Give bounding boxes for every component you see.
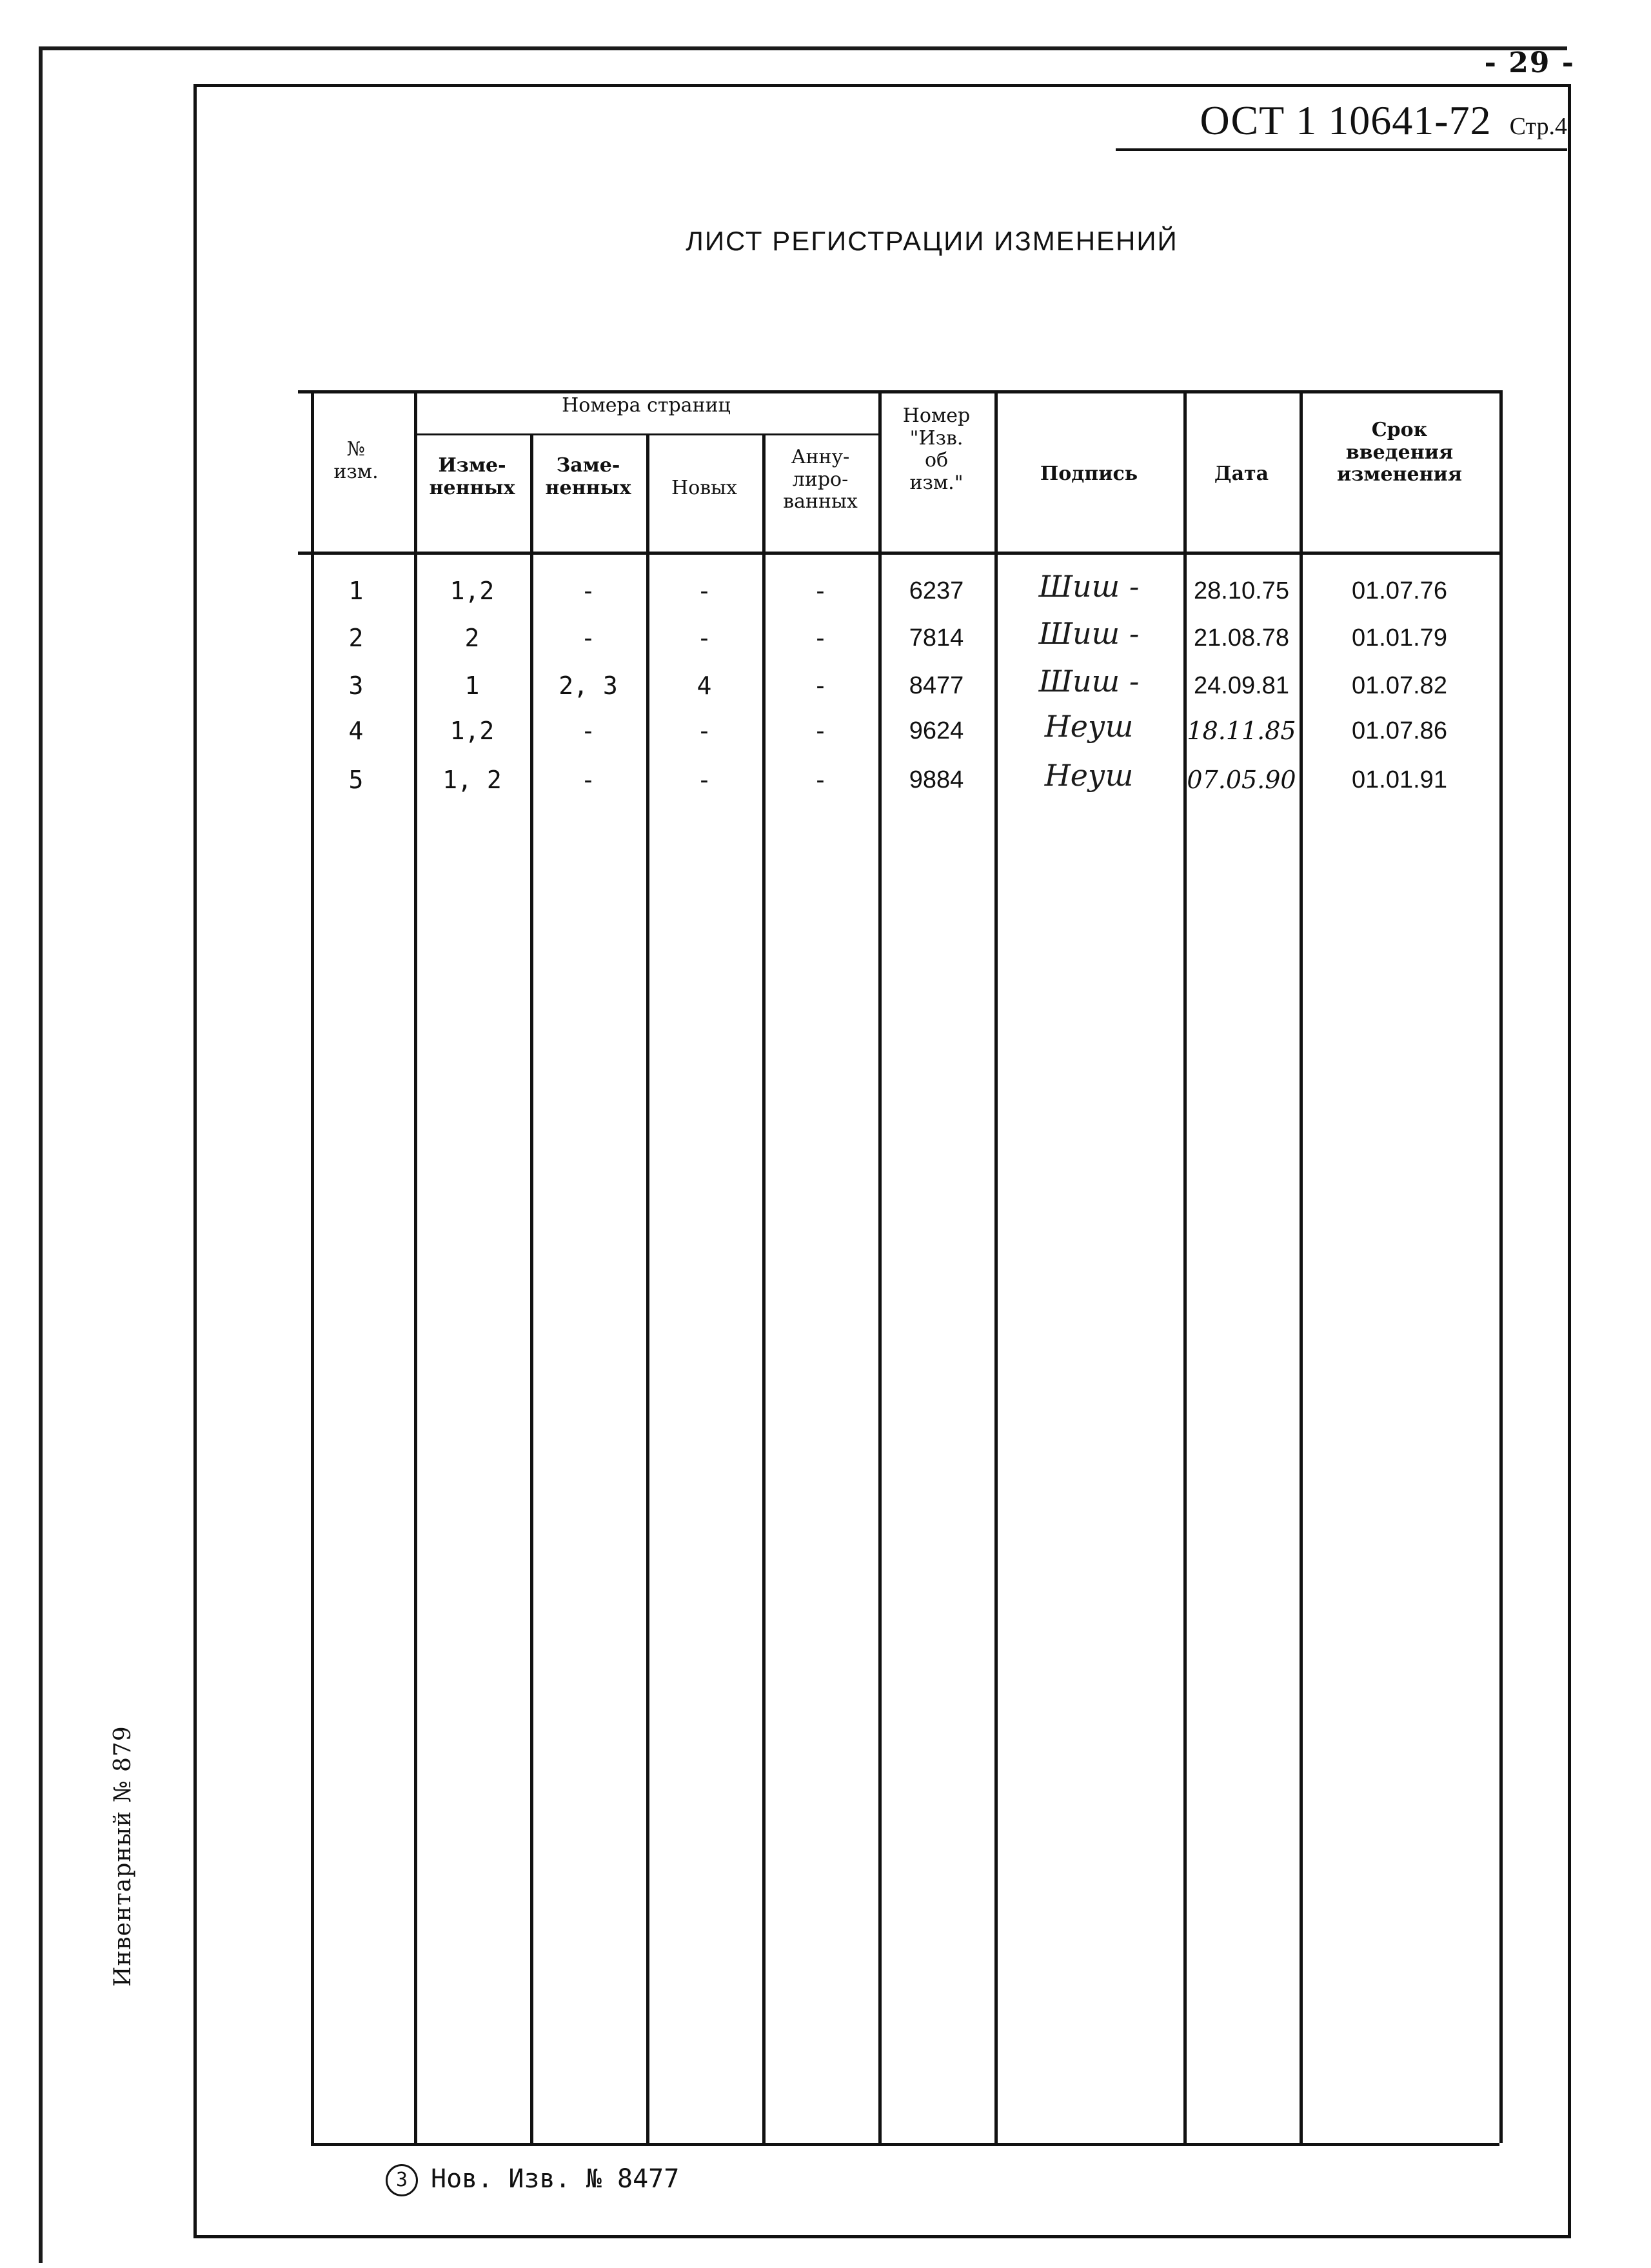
cell-notice-number: 7814 [909, 624, 964, 652]
footnote-text: Нов. Изв. № 8477 [431, 2164, 680, 2194]
scan-frame-left [39, 50, 43, 2263]
cell-changed-pages: 1,2 [450, 577, 495, 605]
header-date: Дата [1214, 463, 1269, 485]
footnote [386, 2164, 679, 2196]
cell-annulled-pages: - [813, 624, 828, 652]
cell-date: 21.08.78 [1194, 624, 1289, 652]
cell-annulled-pages: - [813, 717, 828, 745]
cell-change-number: 1 [348, 577, 364, 605]
cell-new-pages: - [697, 717, 712, 745]
cell-notice-number: 9624 [909, 717, 964, 744]
cell-deadline: 01.07.82 [1352, 672, 1447, 699]
cell-annulled-pages: - [813, 671, 828, 700]
cell-replaced-pages: - [580, 717, 596, 745]
inventory-number: Инвентарный № 879 [110, 1726, 136, 1987]
cell-annulled-pages: - [813, 766, 828, 794]
table-header-bottom-border [298, 552, 1503, 555]
cell-deadline: 01.01.91 [1352, 766, 1447, 793]
cell-annulled-pages: - [813, 577, 828, 605]
cell-new-pages: - [697, 766, 712, 794]
table-top-border [298, 390, 1503, 393]
col-divider-7 [1183, 390, 1187, 2143]
cell-replaced-pages: - [580, 577, 596, 605]
cell-change-number: 3 [348, 671, 364, 700]
cell-changed-pages: 1 [464, 671, 480, 700]
table-right-border-lower [1499, 552, 1503, 2143]
header-change-number: № изм. [333, 438, 379, 483]
cell-notice-number: 8477 [909, 672, 964, 699]
cell-replaced-pages: 2, 3 [559, 671, 618, 700]
cell-signature: Неуш [1044, 758, 1134, 793]
cell-deadline: 01.07.76 [1352, 577, 1447, 604]
col-divider-5 [878, 390, 882, 2143]
header-notice-number: Номер "Изв. об изм." [902, 404, 971, 494]
cell-signature: Шиш - [1038, 664, 1140, 699]
cell-deadline: 01.01.79 [1352, 624, 1447, 652]
cell-date: 28.10.75 [1194, 577, 1289, 604]
cell-deadline: 01.07.86 [1352, 717, 1447, 744]
sheet-title: ЛИСТ РЕГИСТРАЦИИ ИЗМЕНЕНИЙ [686, 226, 1178, 256]
document-code-block [1200, 97, 1567, 144]
header-signature: Подпись [1040, 463, 1138, 485]
document-code: ОСТ 1 10641-72 [1200, 97, 1492, 143]
cell-new-pages: 4 [697, 671, 712, 700]
document-code-underline [1116, 148, 1567, 151]
cell-change-number: 5 [348, 766, 364, 794]
header-deadline: Срок введения изменения [1337, 419, 1462, 486]
cell-notice-number: 9884 [909, 766, 964, 793]
cell-replaced-pages: - [580, 766, 596, 794]
cell-signature: Шиш - [1038, 569, 1140, 604]
footnote-circle-mark: 3 [386, 2164, 418, 2196]
cell-changed-pages: 1,2 [450, 717, 495, 745]
cell-new-pages: - [697, 624, 712, 652]
cell-date: 18.11.85 [1187, 717, 1296, 745]
scan-frame-top [39, 46, 1567, 50]
header-annulled-pages: Анну- лиро- ванных [783, 446, 858, 513]
col-divider-1 [414, 390, 417, 2143]
col-divider-8 [1300, 390, 1303, 2143]
header-new-pages: Новых [671, 477, 737, 499]
table-right-border [1499, 390, 1503, 555]
header-replaced-pages: Заме- ненных [545, 454, 631, 499]
cell-change-number: 2 [348, 624, 364, 652]
sheet-number: Стр.4 [1509, 113, 1567, 140]
cell-change-number: 4 [348, 717, 364, 745]
cell-changed-pages: 1, 2 [442, 766, 502, 794]
cell-date: 07.05.90 [1187, 766, 1296, 794]
cell-new-pages: - [697, 577, 712, 605]
cell-date: 24.09.81 [1194, 672, 1289, 699]
cell-replaced-pages: - [580, 624, 596, 652]
header-pages-group: Номера страниц [562, 394, 731, 417]
cell-signature: Неуш [1044, 709, 1134, 744]
page-number: - 29 - [1484, 46, 1575, 79]
cell-signature: Шиш - [1038, 616, 1140, 651]
cell-notice-number: 6237 [909, 577, 964, 604]
col-divider-6 [994, 390, 998, 2143]
table-bottom-border [311, 2143, 1499, 2146]
header-changed-pages: Изме- ненных [429, 454, 515, 499]
cell-changed-pages: 2 [464, 624, 480, 652]
